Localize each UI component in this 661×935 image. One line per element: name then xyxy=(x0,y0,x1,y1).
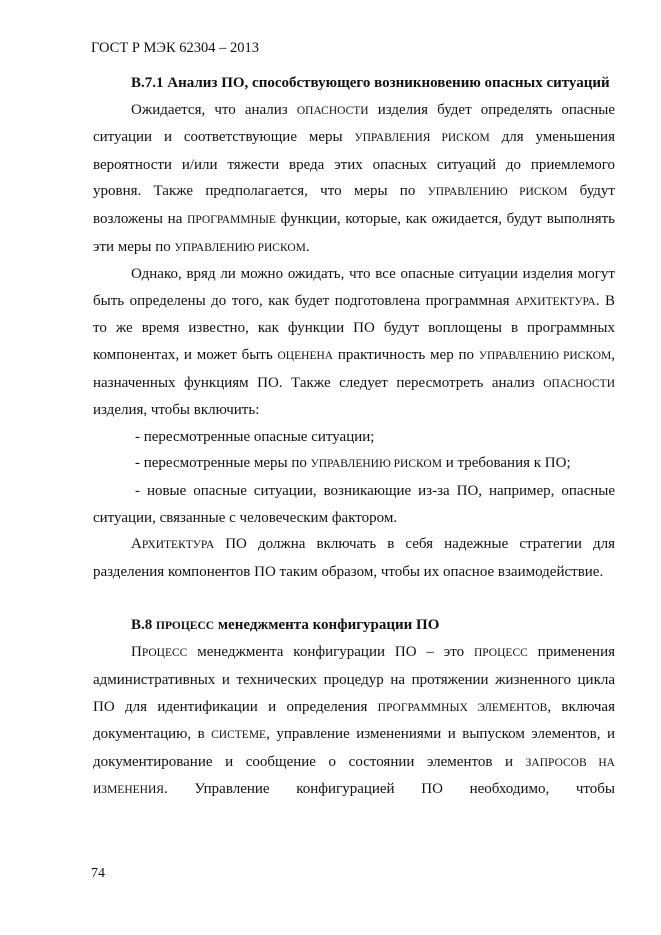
document-body xyxy=(93,70,615,804)
list-item: - пересмотренные меры по УПРАВЛЕНИЮ РИСКОМ и требования к ПО; xyxy=(135,455,571,472)
paragraph-architecture-strategies: АРХИТЕКТУРА ПО должна включать в себя надежные стратегии для разделения компонентов ПО таким образом, чтобы их опасное взаимодействие. xyxy=(93,536,615,580)
paragraph-hazard-analysis: Ожидается, что анализ ОПАСНОСТИ изделия будет определять опасные ситуации и соответствующие меры УПРАВЛЕНИЯ РИСКОМ для уменьшения вероятности и/или тяжести вреда этих опасных ситуаций до приемлемого уровня. Также предполагается, что меры по УПРАВЛЕНИЮ РИСКОМ будут возложены на ПРОГРАММНЫЕ функции, которые, как ожидается, будут выполнять эти меры по УПРАВЛЕНИЮ РИСКОМ. xyxy=(93,101,616,255)
section-heading-b71: В.7.1 Анализ ПО, способствующего возникновению опасных ситуаций xyxy=(131,75,610,91)
section-heading-b8: В.8 ПРОЦЕСС менеджмента конфигурации ПО xyxy=(131,616,440,633)
paragraph-configuration-management: ПРОЦЕСС менеджмента конфигурации ПО – это ПРОЦЕСС применения административных и технических процедур на протяжении жизненного цикла ПО для идентификации и определения ПРОГРАММНЫХ ЭЛЕМЕНТОВ, включая документацию, в СИСТЕМЕ, управление изменениями и выпуском элементов, и документирование и сообщение о состоянии элементов и ЗАПРОСОВ НА ИЗМЕНЕНИЯ. Управление конфигурацией ПО необходимо, чтобы xyxy=(93,644,616,798)
list-item: - пересмотренные опасные ситуации; xyxy=(135,428,375,445)
list-item: - новые опасные ситуации, возникающие из-за ПО, например, опасные ситуации, связанные с человеческим фактором. xyxy=(93,482,615,526)
document-header: ГОСТ Р МЭК 62304 – 2013 xyxy=(91,40,260,56)
page-number: 74 xyxy=(91,866,105,881)
paragraph-architecture: Однако, вряд ли можно ожидать, что все опасные ситуации изделия могут быть определены до того, как будет подготовлена программная АРХИТЕКТУРА. В то же время известно, как функции ПО будут воплощены в программных компонентах, и может быть ОЦЕНЕНА практичность мер по УПРАВЛЕНИЮ РИСКОМ, назначенных функциям ПО. Также следует пересмотреть анализ ОПАСНОСТИ изделия, чтобы включить: xyxy=(93,266,615,419)
